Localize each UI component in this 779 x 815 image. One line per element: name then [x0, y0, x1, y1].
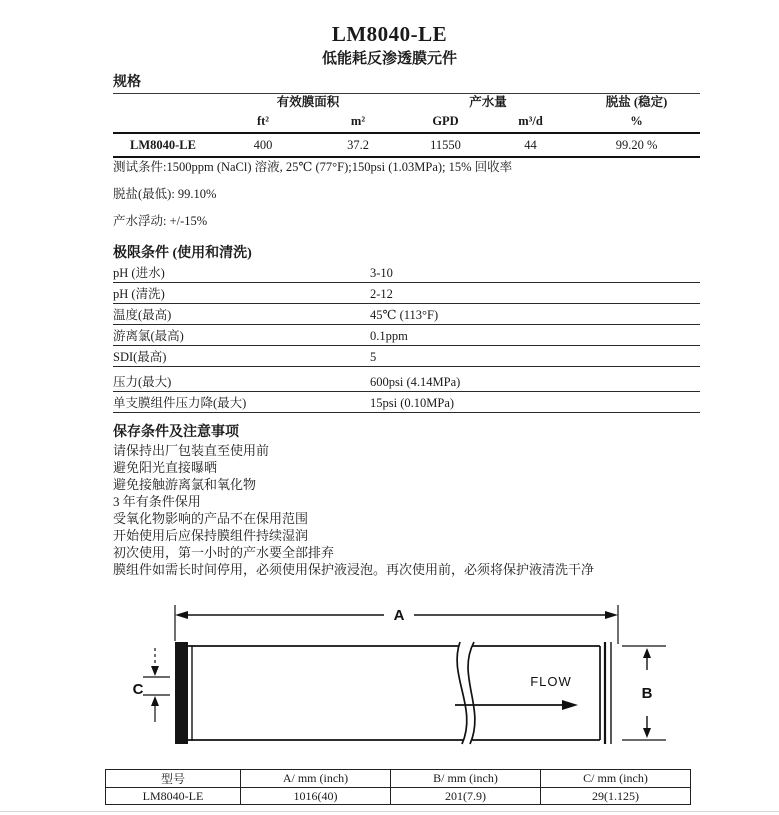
spec-col-pct: %: [573, 111, 700, 133]
spec-value-ft2: 400: [213, 133, 313, 157]
storage-note: 受氧化物影响的产品不在保用范围: [113, 511, 309, 526]
limit-value: 3-10: [370, 266, 393, 280]
limit-label: pH (进水): [113, 266, 165, 280]
limit-value: 45℃ (113°F): [370, 308, 439, 322]
storage-note: 避免接触游离氯和氧化物: [113, 477, 257, 492]
spec-value-model: LM8040-LE: [113, 133, 213, 157]
dims-col-c: C/ mm (inch): [541, 770, 691, 788]
dim-c-arrowhead-down-icon: [151, 666, 159, 676]
dimensions-data-row: [106, 788, 691, 805]
limit-value: 2-12: [370, 287, 393, 301]
limit-row-sdi: [113, 346, 700, 367]
spec-table-empty-cell: [113, 111, 213, 133]
spec-table: [113, 92, 700, 158]
limit-label: pH (清洗): [113, 287, 165, 301]
storage-note: 开始使用后应保持膜组件持续湿润: [113, 528, 309, 543]
spec-value-gpd: 11550: [403, 133, 488, 157]
spec-notes: [113, 157, 700, 238]
dim-b-arrowhead-up-icon: [643, 648, 651, 658]
limit-label: 单支膜组件压力降(最大): [113, 396, 247, 410]
limit-row-ph-feed: [113, 262, 700, 283]
storage-note: 请保持出厂包装直至使用前: [113, 443, 270, 458]
dims-col-a: A/ mm (inch): [241, 770, 391, 788]
spec-table-group-header-row: [113, 92, 700, 111]
limits-table: [113, 262, 700, 413]
section-heading-limits: 极限条件 (使用和清洗): [113, 246, 252, 261]
spec-col-gpd: GPD: [403, 111, 488, 133]
dimensions-table: [105, 769, 691, 805]
flow-arrowhead-icon: [562, 700, 578, 710]
section-heading-specs: 规格: [113, 71, 700, 94]
left-end-cap: [175, 642, 188, 744]
page-subtitle: 低能耗反渗透膜元件: [321, 51, 457, 67]
dims-value-c: 29(1.125): [541, 788, 691, 805]
arrowhead-left-icon: [175, 611, 188, 619]
limit-row-free-chlorine: [113, 325, 700, 346]
limit-value: 5: [370, 350, 377, 364]
spec-table-data-row: [113, 133, 700, 157]
dims-col-b: B/ mm (inch): [391, 770, 541, 788]
limit-value: 15psi (0.10MPa): [370, 396, 455, 410]
arrowhead-right-icon: [605, 611, 618, 619]
limit-row-pressure-drop: [113, 392, 700, 413]
storage-note: 3 年有条件保用: [113, 494, 201, 509]
dims-value-a: 1016(40): [241, 788, 391, 805]
limit-row-pressure: [113, 367, 700, 392]
membrane-element-diagram: [130, 598, 670, 762]
dim-label-a: A: [393, 607, 405, 624]
storage-notes-list: [113, 442, 713, 578]
spec-col-group-rejection: 脱盐 (稳定): [605, 95, 668, 110]
dim-label-c: C: [132, 681, 144, 698]
storage-note: 初次使用，第一小时的产水要全部排弃: [113, 545, 335, 560]
dims-value-b: 201(7.9): [391, 788, 541, 805]
dims-col-model: 型号: [106, 770, 241, 788]
flow-label: FLOW: [530, 674, 572, 689]
storage-note: 膜组件如需长时间停用，必须使用保护液浸泡。再次使用前，必须将保护液清洗干净: [113, 562, 595, 577]
limit-row-ph-cleaning: [113, 283, 700, 304]
page-title: LM8040-LE: [331, 22, 448, 46]
storage-note: 避免阳光直接曝晒: [113, 460, 218, 475]
dims-value-model: LM8040-LE: [106, 788, 241, 805]
limit-value: 600psi (4.14MPa): [370, 375, 461, 389]
spec-col-m2: m²: [313, 111, 403, 133]
section-heading-storage: 保存条件及注意事项: [113, 425, 239, 440]
flow-variation-note: 产水浮动: +/-15%: [113, 214, 208, 228]
limit-label: 压力(最大): [113, 375, 172, 389]
limit-label: 游离氯(最高): [113, 329, 184, 343]
min-rejection-note: 脱盐(最低): 99.10%: [113, 187, 217, 201]
limit-row-temperature: [113, 304, 700, 325]
dimensions-header-row: [106, 770, 691, 788]
spec-table-subheader-row: [113, 111, 700, 133]
page-cut-rule: [0, 811, 779, 812]
spec-col-ft2: ft²: [213, 111, 313, 133]
limit-label: 温度(最高): [113, 308, 172, 322]
spec-value-m3d: 44: [488, 133, 573, 157]
limit-label: SDI(最高): [113, 350, 167, 364]
spec-value-pct: 99.20 %: [573, 133, 700, 157]
limit-value: 0.1ppm: [370, 329, 408, 343]
spec-table-empty-cell: [113, 92, 213, 111]
spec-value-m2: 37.2: [313, 133, 403, 157]
dim-label-b: B: [641, 685, 653, 702]
spec-col-group-area: 有效膜面积: [276, 95, 340, 110]
spec-col-group-flow: 产水量: [469, 95, 507, 110]
spec-col-m3d: m³/d: [488, 111, 573, 133]
dim-b-arrowhead-down-icon: [643, 728, 651, 738]
test-conditions-note: 测试条件:1500ppm (NaCl) 溶液, 25℃ (77°F);150psi (1.03MPa); 15% 回收率: [113, 160, 513, 174]
